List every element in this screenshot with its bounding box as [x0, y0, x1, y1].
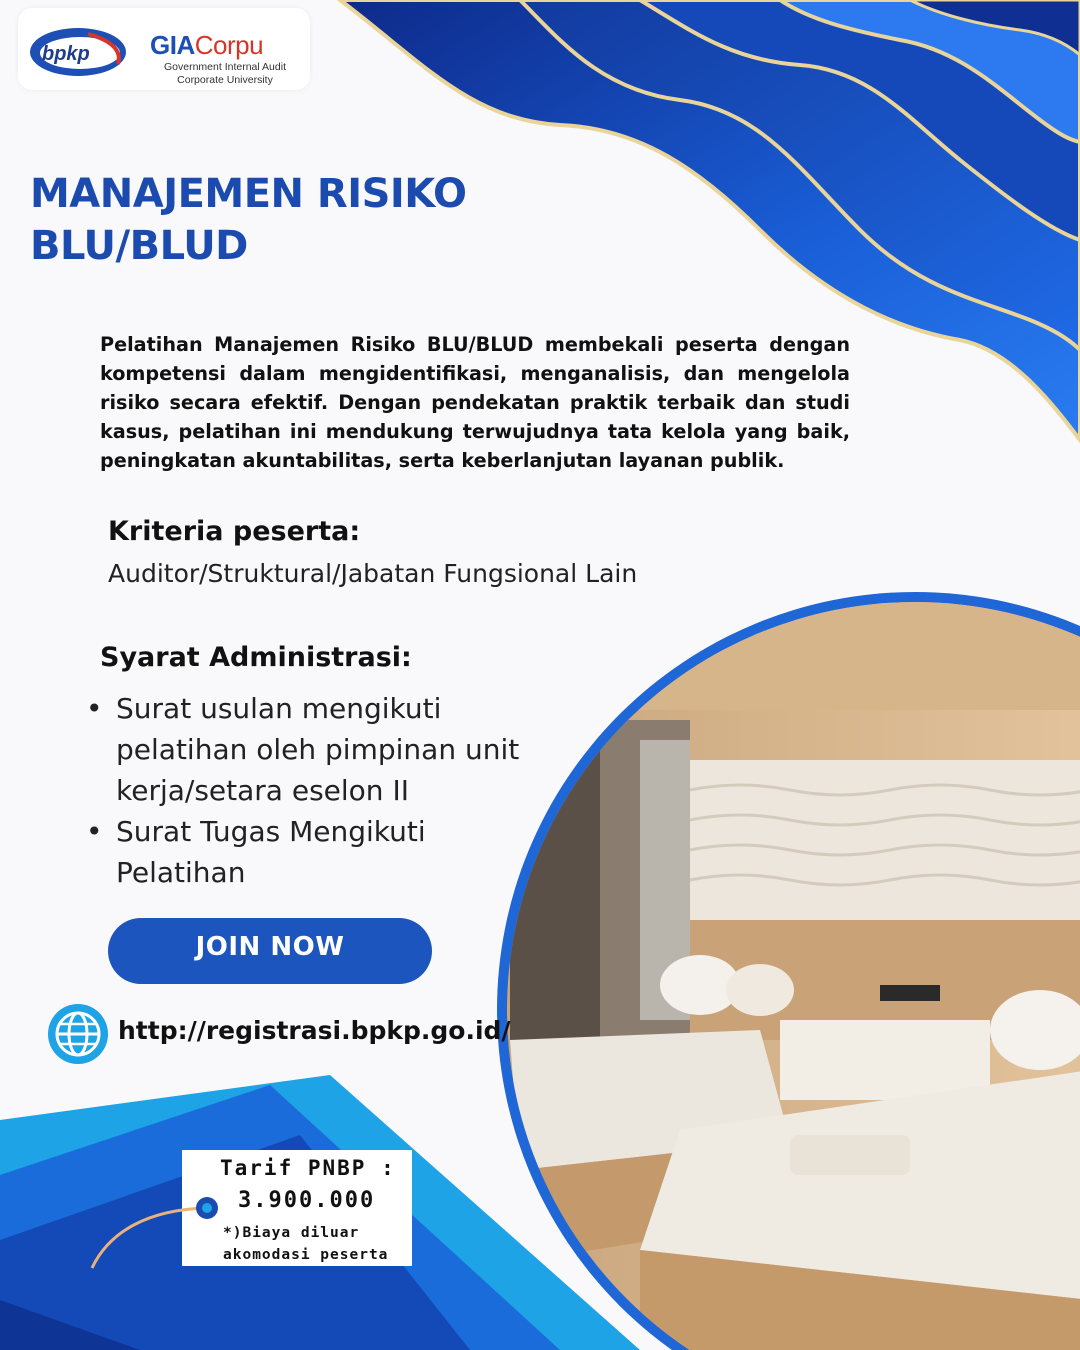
gia-subtitle-line1: Government Internal Audit	[164, 61, 286, 73]
bullet-icon: •	[86, 692, 103, 725]
join-now-button[interactable]: JOIN NOW	[108, 918, 432, 984]
syarat-heading: Syarat Administrasi:	[100, 642, 412, 673]
bullet-icon: •	[86, 815, 103, 848]
syarat-item-1: Surat usulan mengikuti pelatihan oleh pimpinan unit kerja/setara eselon II	[116, 692, 520, 807]
gia-corpu-logo: GIACorpu	[150, 30, 264, 60]
tarif-label: Tarif PNBP :	[220, 1156, 396, 1180]
svg-text:bpkp: bpkp	[42, 43, 90, 65]
tarif-note: *)Biaya diluar akomodasi peserta	[223, 1225, 389, 1263]
title-line1: MANAJEMEN RISIKO	[30, 171, 467, 217]
gia-subtitle-line2: Corporate University	[177, 74, 273, 86]
registration-link[interactable]: http://registrasi.bpkp.go.id/	[118, 1016, 511, 1045]
description-paragraph: Pelatihan Manajemen Risiko BLU/BLUD membekali peserta dengan kompetensi dalam mengidentifikasi, menganalisis, dan mengelola risiko secara efektif. Dengan pendekatan praktik terbaik dan studi kasus, pelatihan ini mendukung terwujudnya tata kelola yang baik, peningkatan akuntabilitas, serta keberlanjutan layanan publik.	[100, 333, 850, 472]
kriteria-text: Auditor/Struktural/Jabatan Fungsional Lain	[108, 559, 638, 588]
syarat-item-2: Surat Tugas Mengikuti Pelatihan	[116, 815, 426, 889]
kriteria-heading: Kriteria peserta:	[108, 516, 361, 547]
title-line2: BLU/BLUD	[30, 223, 248, 269]
tarif-value: 3.900.000	[238, 1188, 376, 1213]
